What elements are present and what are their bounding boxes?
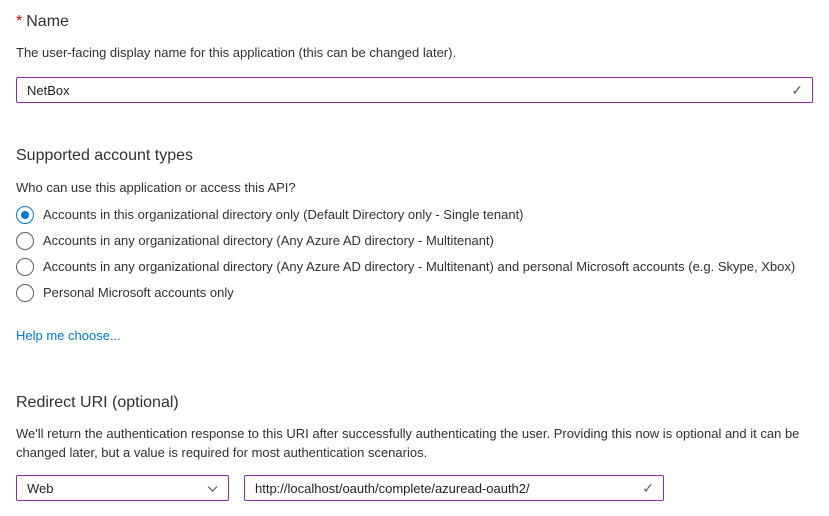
radio-single-tenant[interactable] [16,202,813,228]
name-description: The user-facing display name for this application (this can be changed later). [16,45,457,60]
checkmark-icon: ✓ [791,82,803,98]
redirect-uri-input[interactable] [245,476,663,500]
radio-selected-icon [16,206,34,224]
required-asterisk: * [16,13,23,30]
radio-unselected-icon [16,232,34,250]
chevron-down-icon [206,482,219,495]
radio-personal-only[interactable] [16,280,813,306]
account-types-title: Supported account types [16,147,194,164]
radio-label: Personal Microsoft accounts only [43,285,234,300]
radio-unselected-icon [16,258,34,276]
redirect-uri-title: Redirect URI (optional) [16,394,179,411]
redirect-uri-input-container [244,475,664,501]
checkmark-icon: ✓ [642,480,654,496]
name-section-title [16,12,813,32]
redirect-uri-controls [16,475,813,501]
name-input[interactable] [17,78,812,102]
account-types-radio-group [16,202,813,306]
radio-multitenant-personal[interactable] [16,254,813,280]
name-label: Name [26,13,69,30]
radio-label: Accounts in any organizational directory (Any Azure AD directory - Multitenant) and personal Microsoft accounts (e.g. Skype, Xbox) [43,259,796,274]
redirect-uri-description: We'll return the authentication response to this URI after successfully authenticating the user. Providing this now is optional and it can be changed later, but a value is required for most authentication scenarios. [16,426,800,460]
radio-unselected-icon [16,284,34,302]
platform-select-value: Web [27,480,54,496]
radio-label: Accounts in any organizational directory (Any Azure AD directory - Multitenant) [43,233,494,248]
platform-select[interactable] [16,475,229,501]
radio-multitenant[interactable] [16,228,813,254]
radio-label: Accounts in this organizational directory only (Default Directory only - Single tenant) [43,207,524,222]
account-types-question: Who can use this application or access this API? [16,180,296,195]
name-input-container [16,77,813,103]
help-me-choose-link[interactable]: Help me choose... [16,328,121,343]
